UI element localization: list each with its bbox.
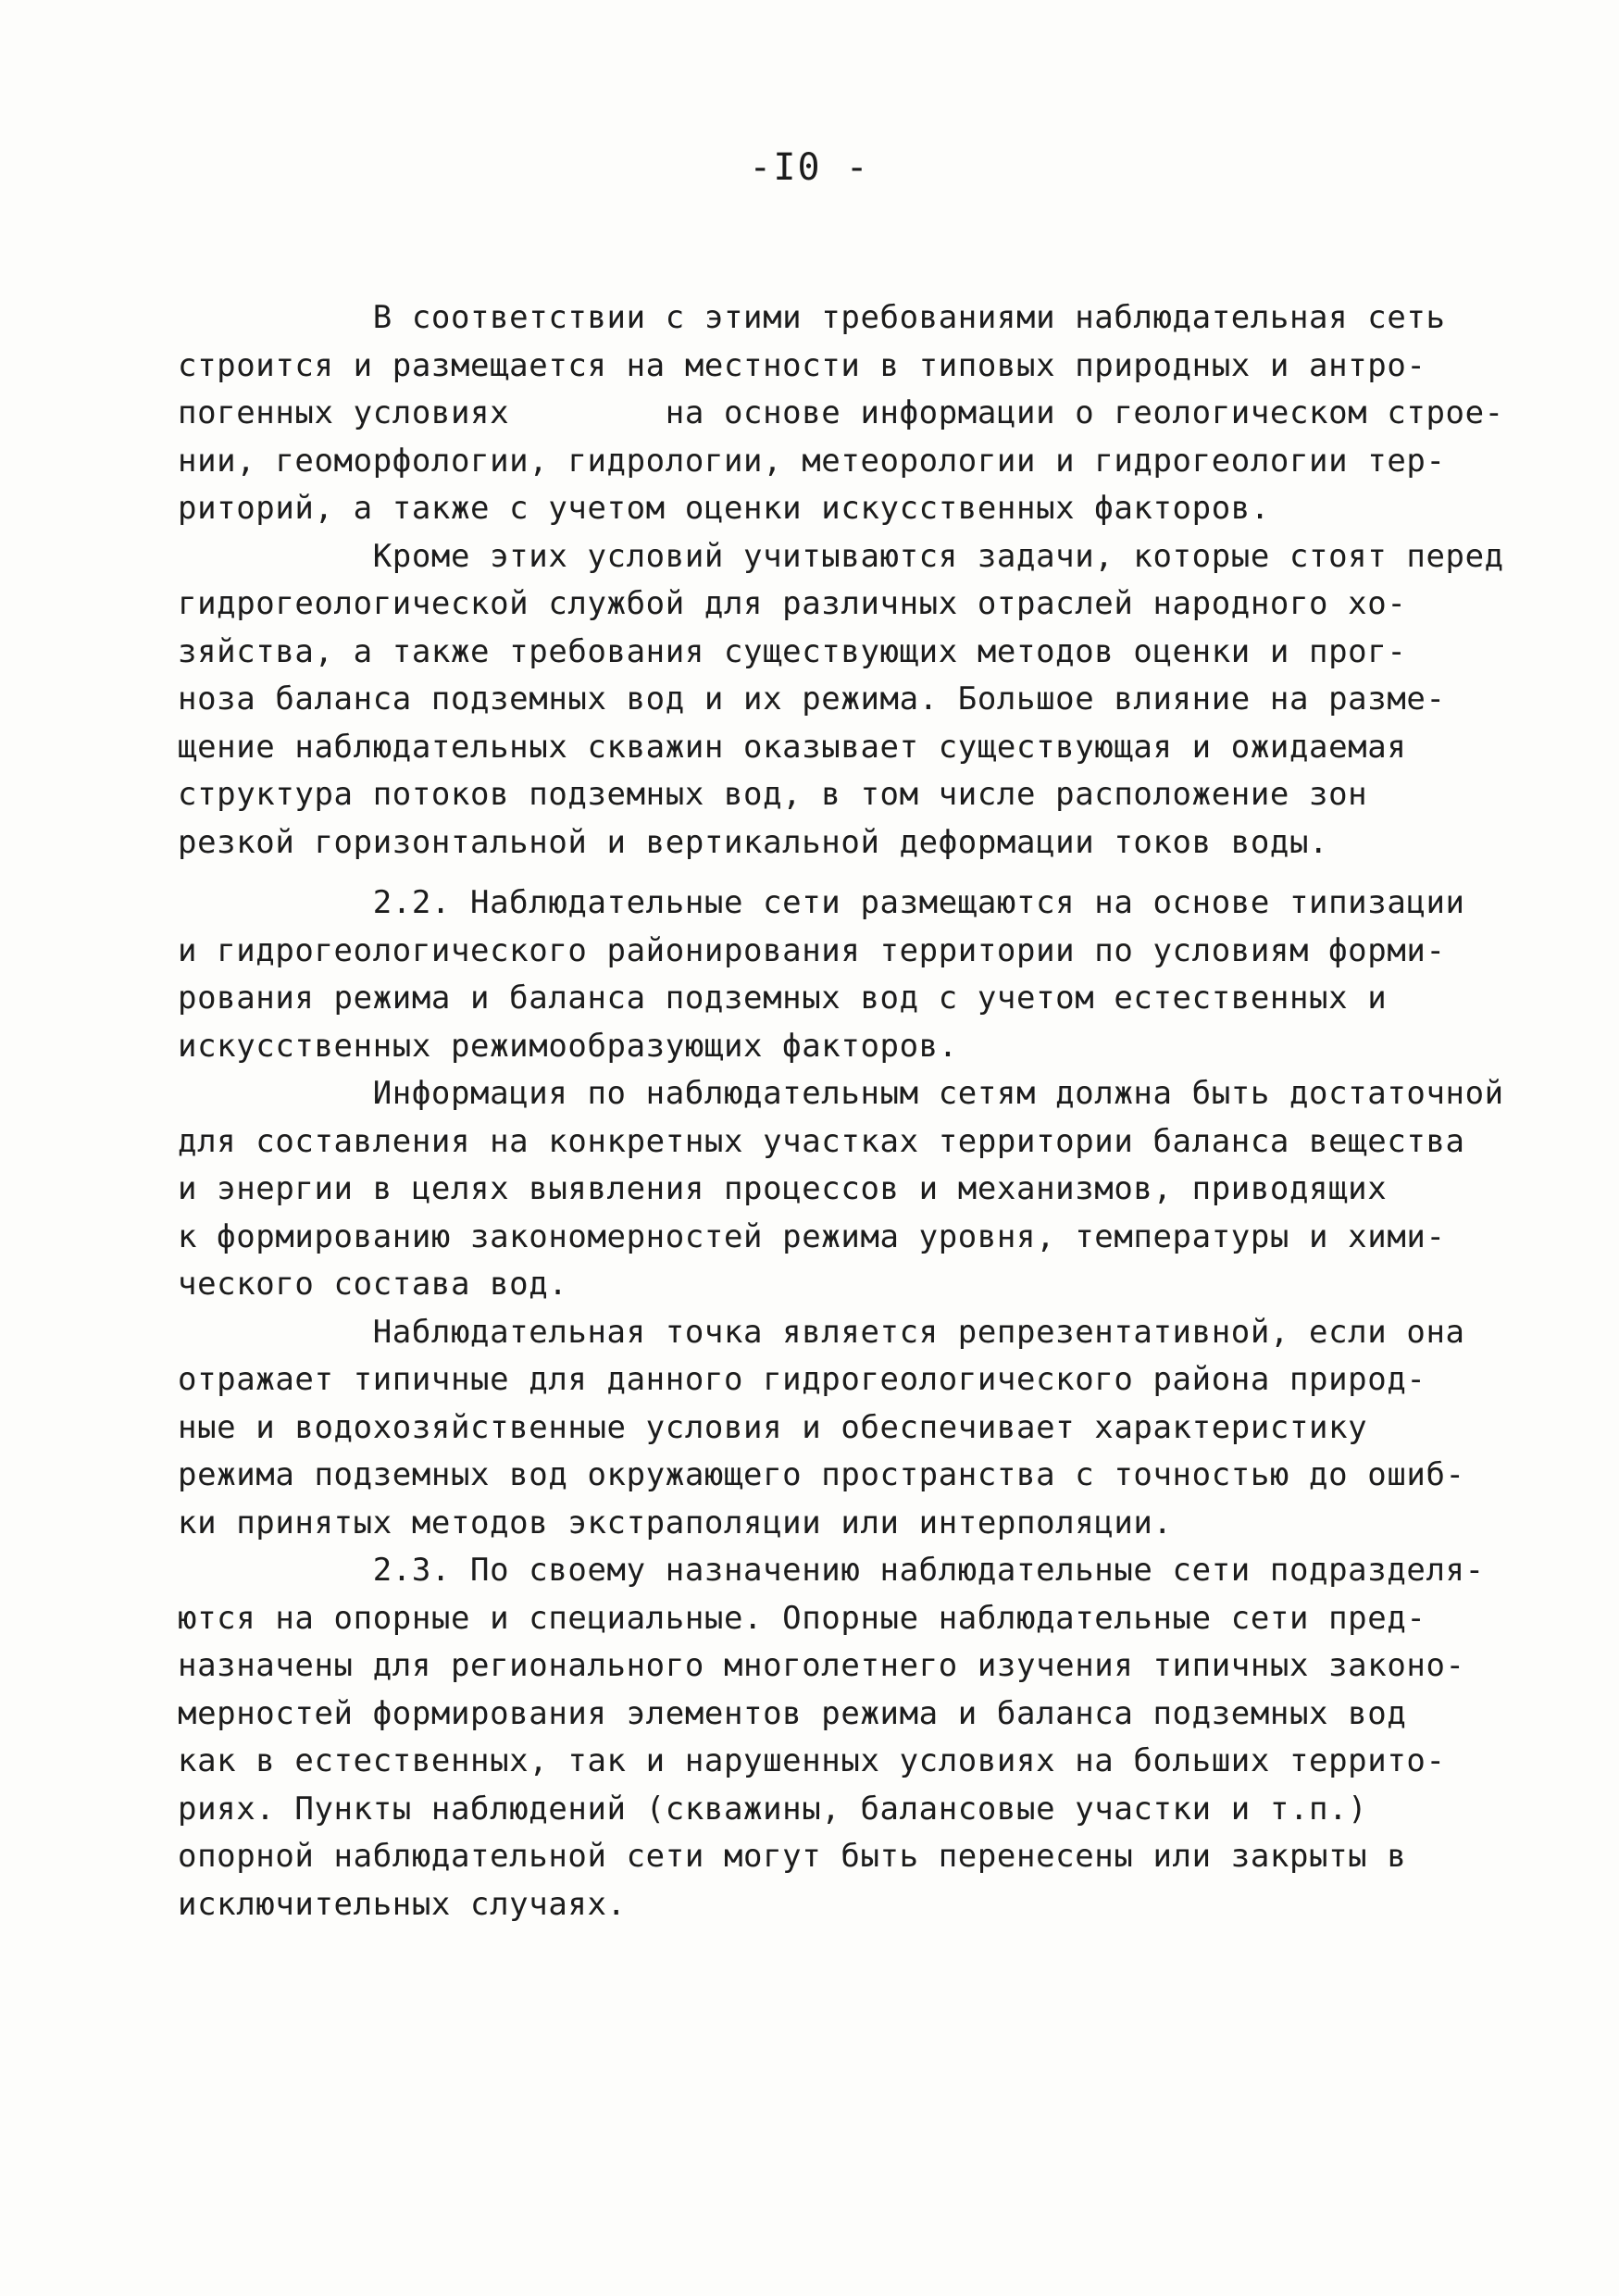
text-line: В соответствии с этими требованиями наблюдательная сеть (178, 299, 1446, 336)
text-line: мерностей формирования элементов режима и баланса подземных вод (178, 1694, 1407, 1732)
text-line: и гидрогеологического районирования территории по условиям форми- (178, 931, 1446, 969)
text-line: 2.3. По своему назначению наблюдательные сети подразделя- (178, 1552, 1485, 1589)
text-line: резкой горизонтальной и вертикальной деформации токов воды. (178, 823, 1329, 861)
text-line: режима подземных вод окружающего пространства с точностью до ошиб- (178, 1456, 1465, 1493)
text-line: строится и размещается на местности в типовых природных и антро- (178, 346, 1426, 384)
text-line: ческого состава вод. (178, 1266, 568, 1303)
text-line: опорной наблюдательной сети могут быть перенесены или закрыты в (178, 1838, 1407, 1875)
text-line: структура потоков подземных вод, в том числе расположение зон (178, 776, 1368, 813)
text-line: назначены для регионального многолетнего изучения типичных законо- (178, 1647, 1465, 1684)
text-line: ные и водохозяйственные условия и обеспечивает характеристику (178, 1408, 1368, 1446)
text-line: нии, геоморфологии, гидрологии, метеорологии и гидрогеологии тер- (178, 442, 1446, 480)
text-line: погенных условиях на основе информации о геологическом строе- (178, 394, 1504, 431)
body-text (178, 294, 1511, 1928)
text-line: к формированию закономерностей режима уровня, температуры и хими- (178, 1217, 1446, 1255)
text-line: Информация по наблюдательным сетям должна быть достаточной (178, 1075, 1504, 1112)
text-line: отражает типичные для данного гидрогеологического района природ- (178, 1361, 1426, 1398)
text-line: ются на опорные и специальные. Опорные наблюдательные сети пред- (178, 1599, 1426, 1637)
text-line: искусственных режимообразующих факторов. (178, 1027, 958, 1065)
text-line: Наблюдательная точка является репрезентативной, если она (178, 1313, 1465, 1351)
text-line: для составления на конкретных участках территории баланса вещества (178, 1122, 1465, 1160)
text-line: риях. Пункты наблюдений (скважины, балансовые участки и т.п.) (178, 1790, 1368, 1828)
text-line: риторий, а также с учетом оценки искусственных факторов. (178, 490, 1270, 527)
text-line: зяйства, а также требования существующих методов оценки и прог- (178, 632, 1407, 670)
text-line: рования режима и баланса подземных вод с учетом естественных и (178, 980, 1388, 1017)
text-line: щение наблюдательных скважин оказывает существующая и ожидаемая (178, 728, 1407, 766)
text-line: исключительных случаях. (178, 1885, 627, 1923)
text-line: ки принятых методов экстраполяции или интерполяции. (178, 1504, 1173, 1541)
page-number: -I0 - (749, 146, 870, 189)
text-line: 2.2. Наблюдательные сети размещаются на основе типизации (178, 884, 1465, 921)
text-line: ноза баланса подземных вод и их режима. Большое влияние на разме- (178, 680, 1446, 718)
text-line: Кроме этих условий учитываются задачи, которые стоят перед (178, 537, 1504, 575)
text-line: и энергии в целях выявления процессов и механизмов, приводящих (178, 1170, 1388, 1207)
text-line: гидрогеологической службой для различных отраслей народного хо- (178, 585, 1407, 622)
text-line: как в естественных, так и нарушенных условиях на больших террито- (178, 1742, 1446, 1779)
